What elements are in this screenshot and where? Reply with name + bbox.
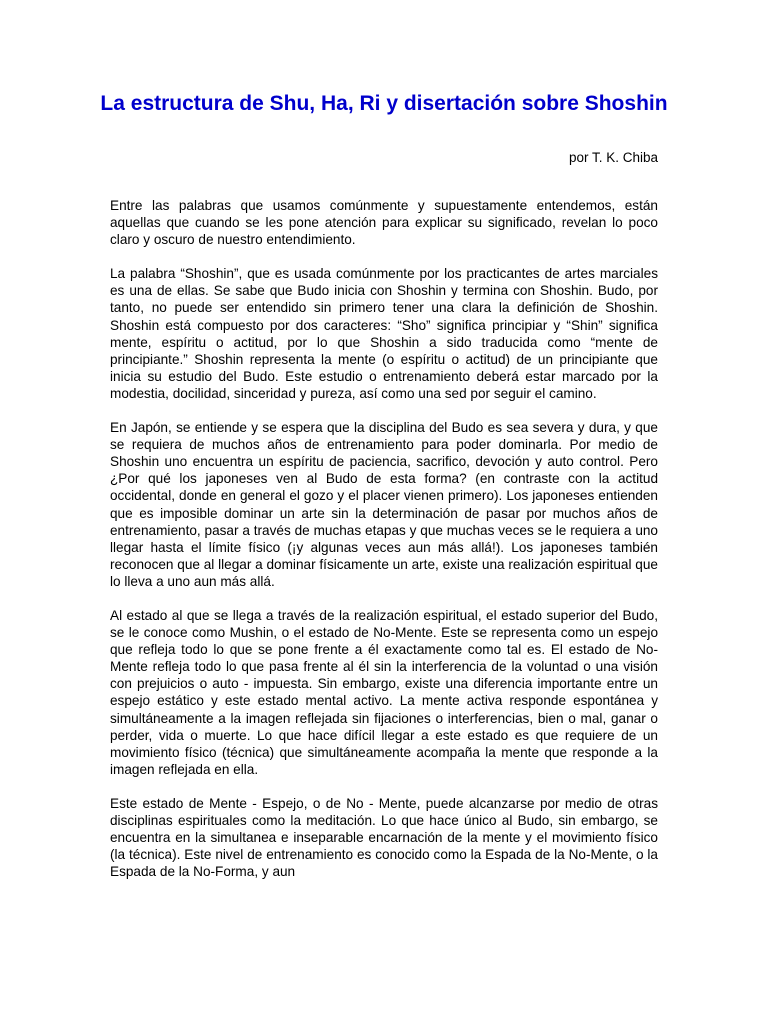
paragraph-4: Al estado al que se llega a través de la realización espiritual, el estado superior del Budo, se le conoce como Mushin, o el estado de No-Mente. Este se representa como un espejo que refleja todo lo que se pone frente a él exactamente como tal es. El estado de No-Mente refleja todo lo que pasa frente al él sin la interferencia de la voluntad o una visión con prejuicios o auto - impuesta. Sin embargo, existe una diferencia importante entre un espejo estático y este estado mental activo. La mente activa responde espontánea y simultáneamente a la imagen reflejada sin fijaciones o interferencias, bien o mal, ganar o perder, vida o muerte. Lo que hace difícil llegar a este estado es que requiere de un movimiento físico (técnica) que simultáneamente acompaña la mente que responde a la imagen reflejada en ella. [110,607,658,777]
document-author: por T. K. Chiba [568,150,658,165]
paragraph-2: La palabra “Shoshin”, que es usada comúnmente por los practicantes de artes marciales es una de ellas. Se sabe que Budo inicia con Shoshin y termina con Shoshin. Budo, por tanto, no puede ser entendido sin primero tener una clara la definición de Shoshin. Shoshin está compuesto por dos caracteres: “Sho” significa principiar y “Shin” significa mente, espíritu o actitud, por lo que Shoshin a sido traducida como “mente de principiante.” Shoshin representa la mente (o espíritu o actitud) de un principiante que inicia su estudio del Budo. Este estudio o entrenamiento deberá estar marcado por la modestia, docilidad, sinceridad y pureza, así como una sed por seguir el camino. [110,266,658,401]
paragraph-1: Entre las palabras que usamos comúnmente y supuestamente entendemos, están aquellas que cuando se les pone atención para explicar su significado, revelan lo poco claro y oscuro de nuestro entendimiento. [110,198,658,248]
paragraph-5: Este estado de Mente - Espejo, o de No - Mente, puede alcanzarse por medio de otras disciplinas espirituales como la meditación. Lo que hace único al Budo, sin embargo, se encuentra en la simultanea e inseparable encarnación de la mente y el movimiento físico (la técnica). Este nivel de entrenamiento es conocido como la Espada de la No-Mente, o la Espada de la No-Forma, y aun [110,795,658,880]
paragraph-3: En Japón, se entiende y se espera que la disciplina del Budo es sea severa y dura, y que se requiera de muchos años de entrenamiento para poder dominarla. Por medio de Shoshin uno encuentra un espíritu de paciencia, sacrifico, devoción y auto control. Pero ¿Por qué los japoneses ven al Budo de esta forma? (en contraste con la actitud occidental, donde en general el gozo y el placer vienen primero). Los japoneses entienden que es imposible dominar un arte sin la determinación de pasar por muchos años de entrenamiento, pasar a través de muchas etapas y que muchas veces se le requiera a uno llegar hasta el límite físico (¡y algunas veces aun más allá!). Los japoneses también reconocen que al llegar a dominar físicamente un arte, existe una realización espiritual que lo lleva a uno aun más allá. [110,420,658,589]
document-title: La estructura de Shu, Ha, Ri y disertación sobre Shoshin [100,92,668,115]
document-body [110,197,658,897]
